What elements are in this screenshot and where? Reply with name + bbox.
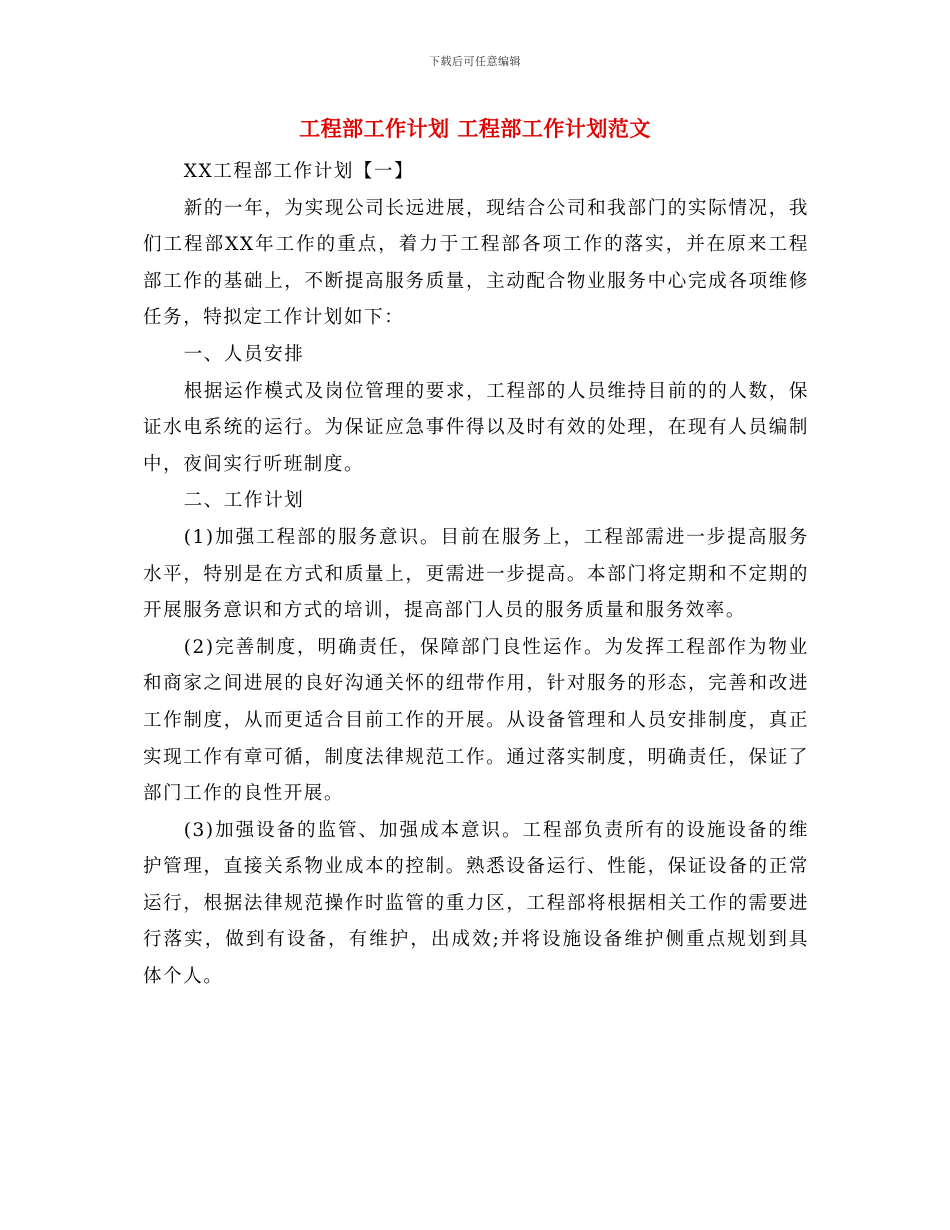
document-body — [143, 154, 809, 996]
paragraph-item-2: (2)完善制度，明确责任，保障部门良性运作。为发挥工程部作为物业和商家之间进展的良好沟通关怀的纽带作用，针对服务的形态，完善和改进工作制度，从而更适合目前工作的开展。从设备管理和人员安排制度，真正实现工作有章可循，制度法律规范工作。通过落实制度，明确责任，保证了部门工作的良性开展。 — [143, 636, 809, 805]
document-title: 工程部工作计划 工程部工作计划范文 — [299, 116, 651, 141]
paragraph-item-3: (3)加强设备的监管、加强成本意识。工程部负责所有的设施设备的维护管理，直接关系物业成本的控制。熟悉设备运行、性能，保证设备的正常运行，根据法律规范操作时监管的重力区，工程部将根据相关工作的需要进行落实，做到有设备，有维护，出成效;并将设施设备维护侧重点规划到具体个人。 — [143, 819, 809, 988]
paragraph-staffing: 根据运作模式及岗位管理的要求，工程部的人员维持目前的的人数，保证水电系统的运行。为保证应急事件得以及时有效的处理，在现有人员编制中，夜间实行听班制度。 — [143, 380, 809, 475]
paragraph-item-1: (1)加强工程部的服务意识。目前在服务上，工程部需进一步提高服务水平，特别是在方式和质量上，更需进一步提高。本部门将定期和不定期的开展服务意识和方式的培训，提高部门人员的服务质量和服务效率。 — [143, 526, 809, 622]
section-heading-plan-one: XX工程部工作计划【一】 — [183, 161, 415, 182]
section-heading-staffing: 一、人员安排 — [183, 343, 305, 365]
paragraph-intro: 新的一年，为实现公司长远进展，现结合公司和我部门的实际情况，我们工程部XX年工作的重点，着力于工程部各项工作的落实，并在原来工程部工作的基础上，不断提高服务质量，主动配合物业服务中心完成各项维修任务，特拟定工作计划如下： — [143, 197, 809, 329]
header-note: 下载后可任意编辑 — [429, 55, 521, 68]
section-heading-work-plan: 二、工作计划 — [183, 490, 305, 512]
